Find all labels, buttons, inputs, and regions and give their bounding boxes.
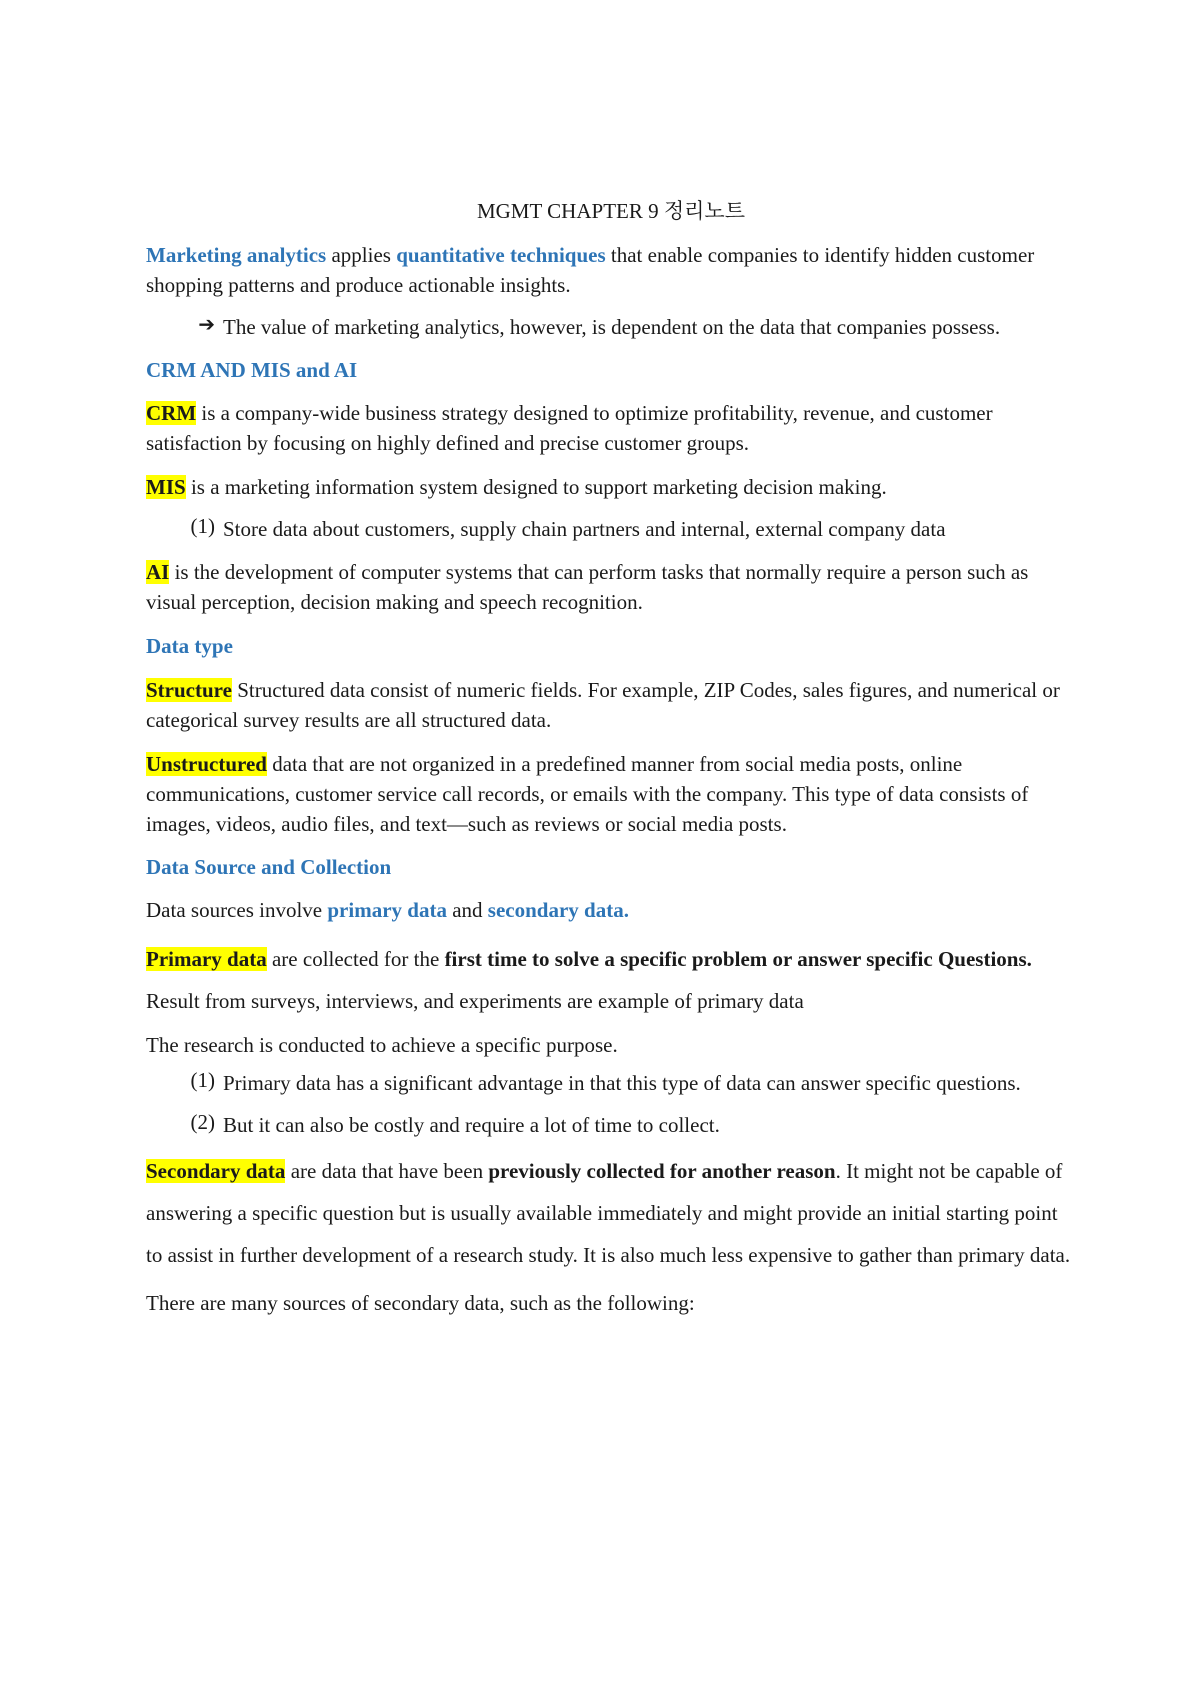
arrow-right-icon: ➔ [198,312,215,336]
secondary-data-paragraph: Secondary data are data that have been previously collected for another reason. It might not be capable of answering a specific question but is usually available immediately and might provide an initial starting point to assist in further development of a research study. It is also much less expensive to gather than primary data. [146,1159,1071,1267]
structure-paragraph: Structure Structured data consist of numeric fields. For example, ZIP Codes, sales figures, and numerical or categorical survey results are all structured data. [146,678,1060,732]
primary-data-paragraph: Primary data are collected for the first time to solve a specific problem or answer specific Questions. Result from surveys, interviews, and experiments are example of primary data [146,947,1032,1013]
mis-numbered-item: (1) Store data about customers, supply chain partners and internal, external company data [146,514,1076,544]
bullet-text: The value of marketing analytics, however, is dependent on the data that companies possess. [223,315,1001,339]
term-crm: CRM [146,401,197,425]
ai-paragraph: AI is the development of computer systems that can perform tasks that normally require a person such as visual perception, decision making and speech recognition. [146,560,1029,614]
term-secondary-data: secondary data. [487,898,629,922]
document-body [146,196,1076,1318]
term-primary-data: primary data [327,898,447,922]
term-quantitative-techniques: quantitative techniques [396,243,606,267]
mis-paragraph: MIS is a marketing information system designed to support marketing decision making. [146,475,887,499]
arrow-bullet-item [146,312,1076,342]
data-sources-intro: Data sources involve primary data and secondary data. [146,898,629,922]
purpose-paragraph: The research is conducted to achieve a specific purpose. [146,1033,618,1057]
list-marker: (2) [190,1110,215,1134]
page-title: MGMT CHAPTER 9 정리노트 [476,199,746,223]
term-secondary-data-highlight: Secondary data [146,1159,286,1183]
term-unstructured: Unstructured [146,752,267,776]
term-structure: Structure [146,678,232,702]
primary-numbered-item-1: (1) Primary data has a significant advantage in that this type of data can answer specific questions. [146,1068,1076,1098]
list-marker: (1) [190,1068,215,1092]
crm-paragraph: CRM is a company-wide business strategy designed to optimize profitability, revenue, and customer satisfaction by focusing on highly defined and precise customer groups. [146,401,993,455]
primary-numbered-item-2: (2) But it can also be costly and require a lot of time to collect. [146,1110,1076,1140]
term-ai: AI [146,560,170,584]
list-marker: (1) [190,514,215,538]
term-marketing-analytics: Marketing analytics [146,243,327,267]
term-mis: MIS [146,475,186,499]
secondary-sources-line: There are many sources of secondary data, such as the following: [146,1291,695,1315]
heading-crm-mis-ai: CRM AND MIS and AI [146,358,358,382]
term-primary-data-highlight: Primary data [146,947,267,971]
heading-data-source: Data Source and Collection [146,855,392,879]
heading-data-type: Data type [146,634,233,658]
unstructured-paragraph: Unstructured data that are not organized in a predefined manner from social media posts, online communications, customer service call records, or emails with the company. This type of data consists of images, videos, audio files, and text—such as reviews or social media posts. [146,752,1029,836]
intro-paragraph: Marketing analytics applies quantitative techniques that enable companies to identify hidden customer shopping patterns and produce actionable insights. [146,243,1035,297]
